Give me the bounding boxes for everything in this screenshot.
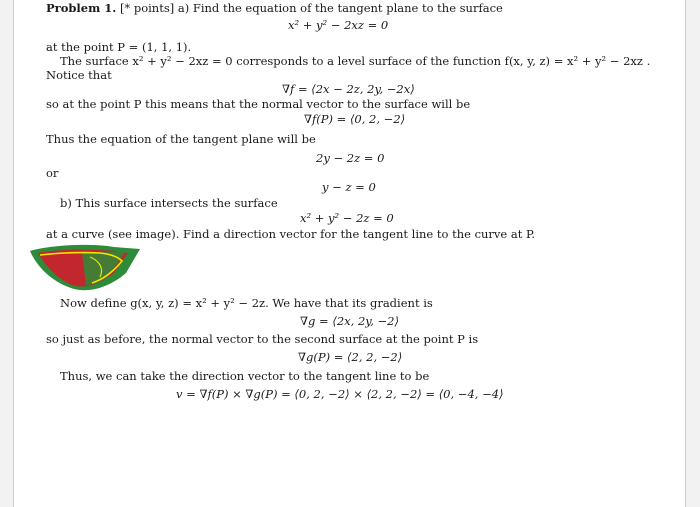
- notice-that: Notice that: [46, 68, 112, 82]
- curve-prompt: at a curve (see image). Find a direction vector for the tangent line to the curve at P.: [46, 227, 536, 241]
- intersecting-surfaces-image: [30, 243, 142, 293]
- gradient-g-at-p: ∇g(P) = ⟨2, 2, −2⟩: [298, 350, 403, 364]
- gradient-f: ∇f = ⟨2x − 2z, 2y, −2x⟩: [282, 82, 415, 96]
- gradient-g: ∇g = ⟨2x, 2y, −2⟩: [300, 314, 399, 328]
- define-g-line: Now define g(x, y, z) = x² + y² − 2z. We have that its gradient is: [60, 296, 433, 310]
- second-normal-line: so just as before, the normal vector to the second surface at the point P is: [46, 332, 479, 346]
- at-point-line: at the point P = (1, 1, 1).: [46, 40, 192, 54]
- normal-vector-line: so at the point P this means that the normal vector to the surface will be: [46, 97, 471, 111]
- part-a-prompt: [* points] a) Find the equation of the tangent plane to the surface: [119, 1, 503, 15]
- or-label: or: [46, 166, 59, 180]
- equation-surface-2: x² + y² − 2z = 0: [300, 211, 394, 225]
- part-b-prompt: b) This surface intersects the surface: [60, 196, 278, 210]
- gradient-f-at-p: ∇f(P) = ⟨0, 2, −2⟩: [304, 112, 406, 126]
- level-surface-line: The surface x² + y² − 2xz = 0 corresponds to a level surface of the function f(x, y, z) = x² + y² − 2xz .: [60, 54, 651, 68]
- left-margin-strip: [0, 0, 14, 507]
- plane-equation-2: y − z = 0: [322, 180, 376, 194]
- problem-line: [46, 2, 503, 15]
- direction-intro: Thus, we can take the direction vector to the tangent line to be: [60, 369, 430, 383]
- plane-equation-1: 2y − 2z = 0: [316, 151, 385, 165]
- tangent-plane-intro: Thus the equation of the tangent plane will be: [46, 132, 316, 146]
- direction-vector-result: v = ∇f(P) × ∇g(P) = ⟨0, 2, −2⟩ × ⟨2, 2, −2⟩ = ⟨0, −4, −4⟩: [176, 387, 504, 401]
- right-margin-strip: [685, 0, 700, 507]
- equation-surface-1: x² + y² − 2xz = 0: [288, 18, 389, 32]
- problem-heading: Problem 1.: [46, 1, 117, 15]
